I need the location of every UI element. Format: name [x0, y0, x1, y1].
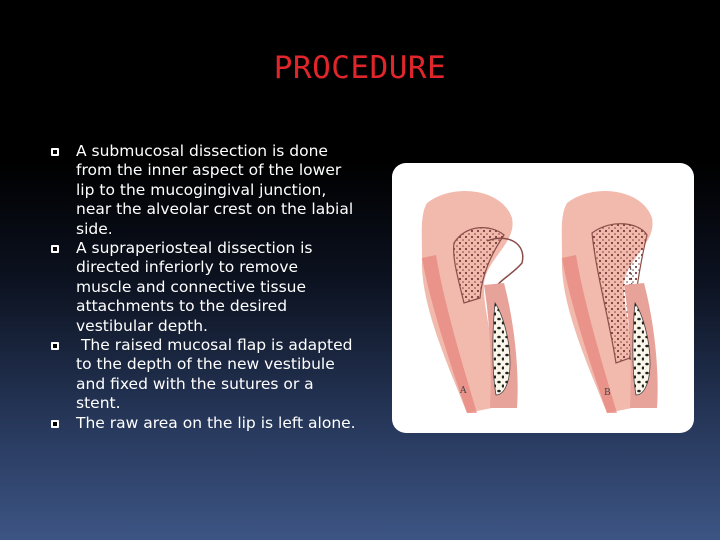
vestibuloplasty-diagram	[392, 163, 694, 433]
square-bullet-icon	[51, 342, 59, 350]
square-bullet-icon	[51, 245, 59, 253]
square-bullet-icon	[51, 148, 59, 156]
procedure-illustration	[392, 163, 694, 433]
bullet-text: The raw area on the lip is left alone.	[76, 413, 356, 432]
panel-b	[562, 191, 658, 413]
bullet-item	[48, 142, 358, 239]
bullet-text: A supraperiosteal dissection is directed inferiorly to remove muscle and connective tissue attachments to the desired vestibular depth.	[76, 239, 313, 335]
bullet-list	[48, 142, 358, 433]
bullet-text: The raised mucosal flap is adapted to the depth of the new vestibule and fixed with the sutures or a stent.	[76, 336, 358, 413]
square-bullet-icon	[51, 420, 59, 428]
slide-title: PROCEDURE	[273, 50, 447, 86]
bullet-text: A submucosal dissection is done from the inner aspect of the lower lip to the mucogingival junction, near the alveolar crest on the labial side.	[76, 142, 354, 238]
bullet-item	[48, 239, 358, 336]
panel-label-b: B	[604, 388, 611, 398]
bullet-item	[48, 336, 358, 414]
bullet-item	[48, 414, 358, 433]
panel-a	[422, 191, 523, 413]
panel-label-a: A	[460, 386, 467, 396]
